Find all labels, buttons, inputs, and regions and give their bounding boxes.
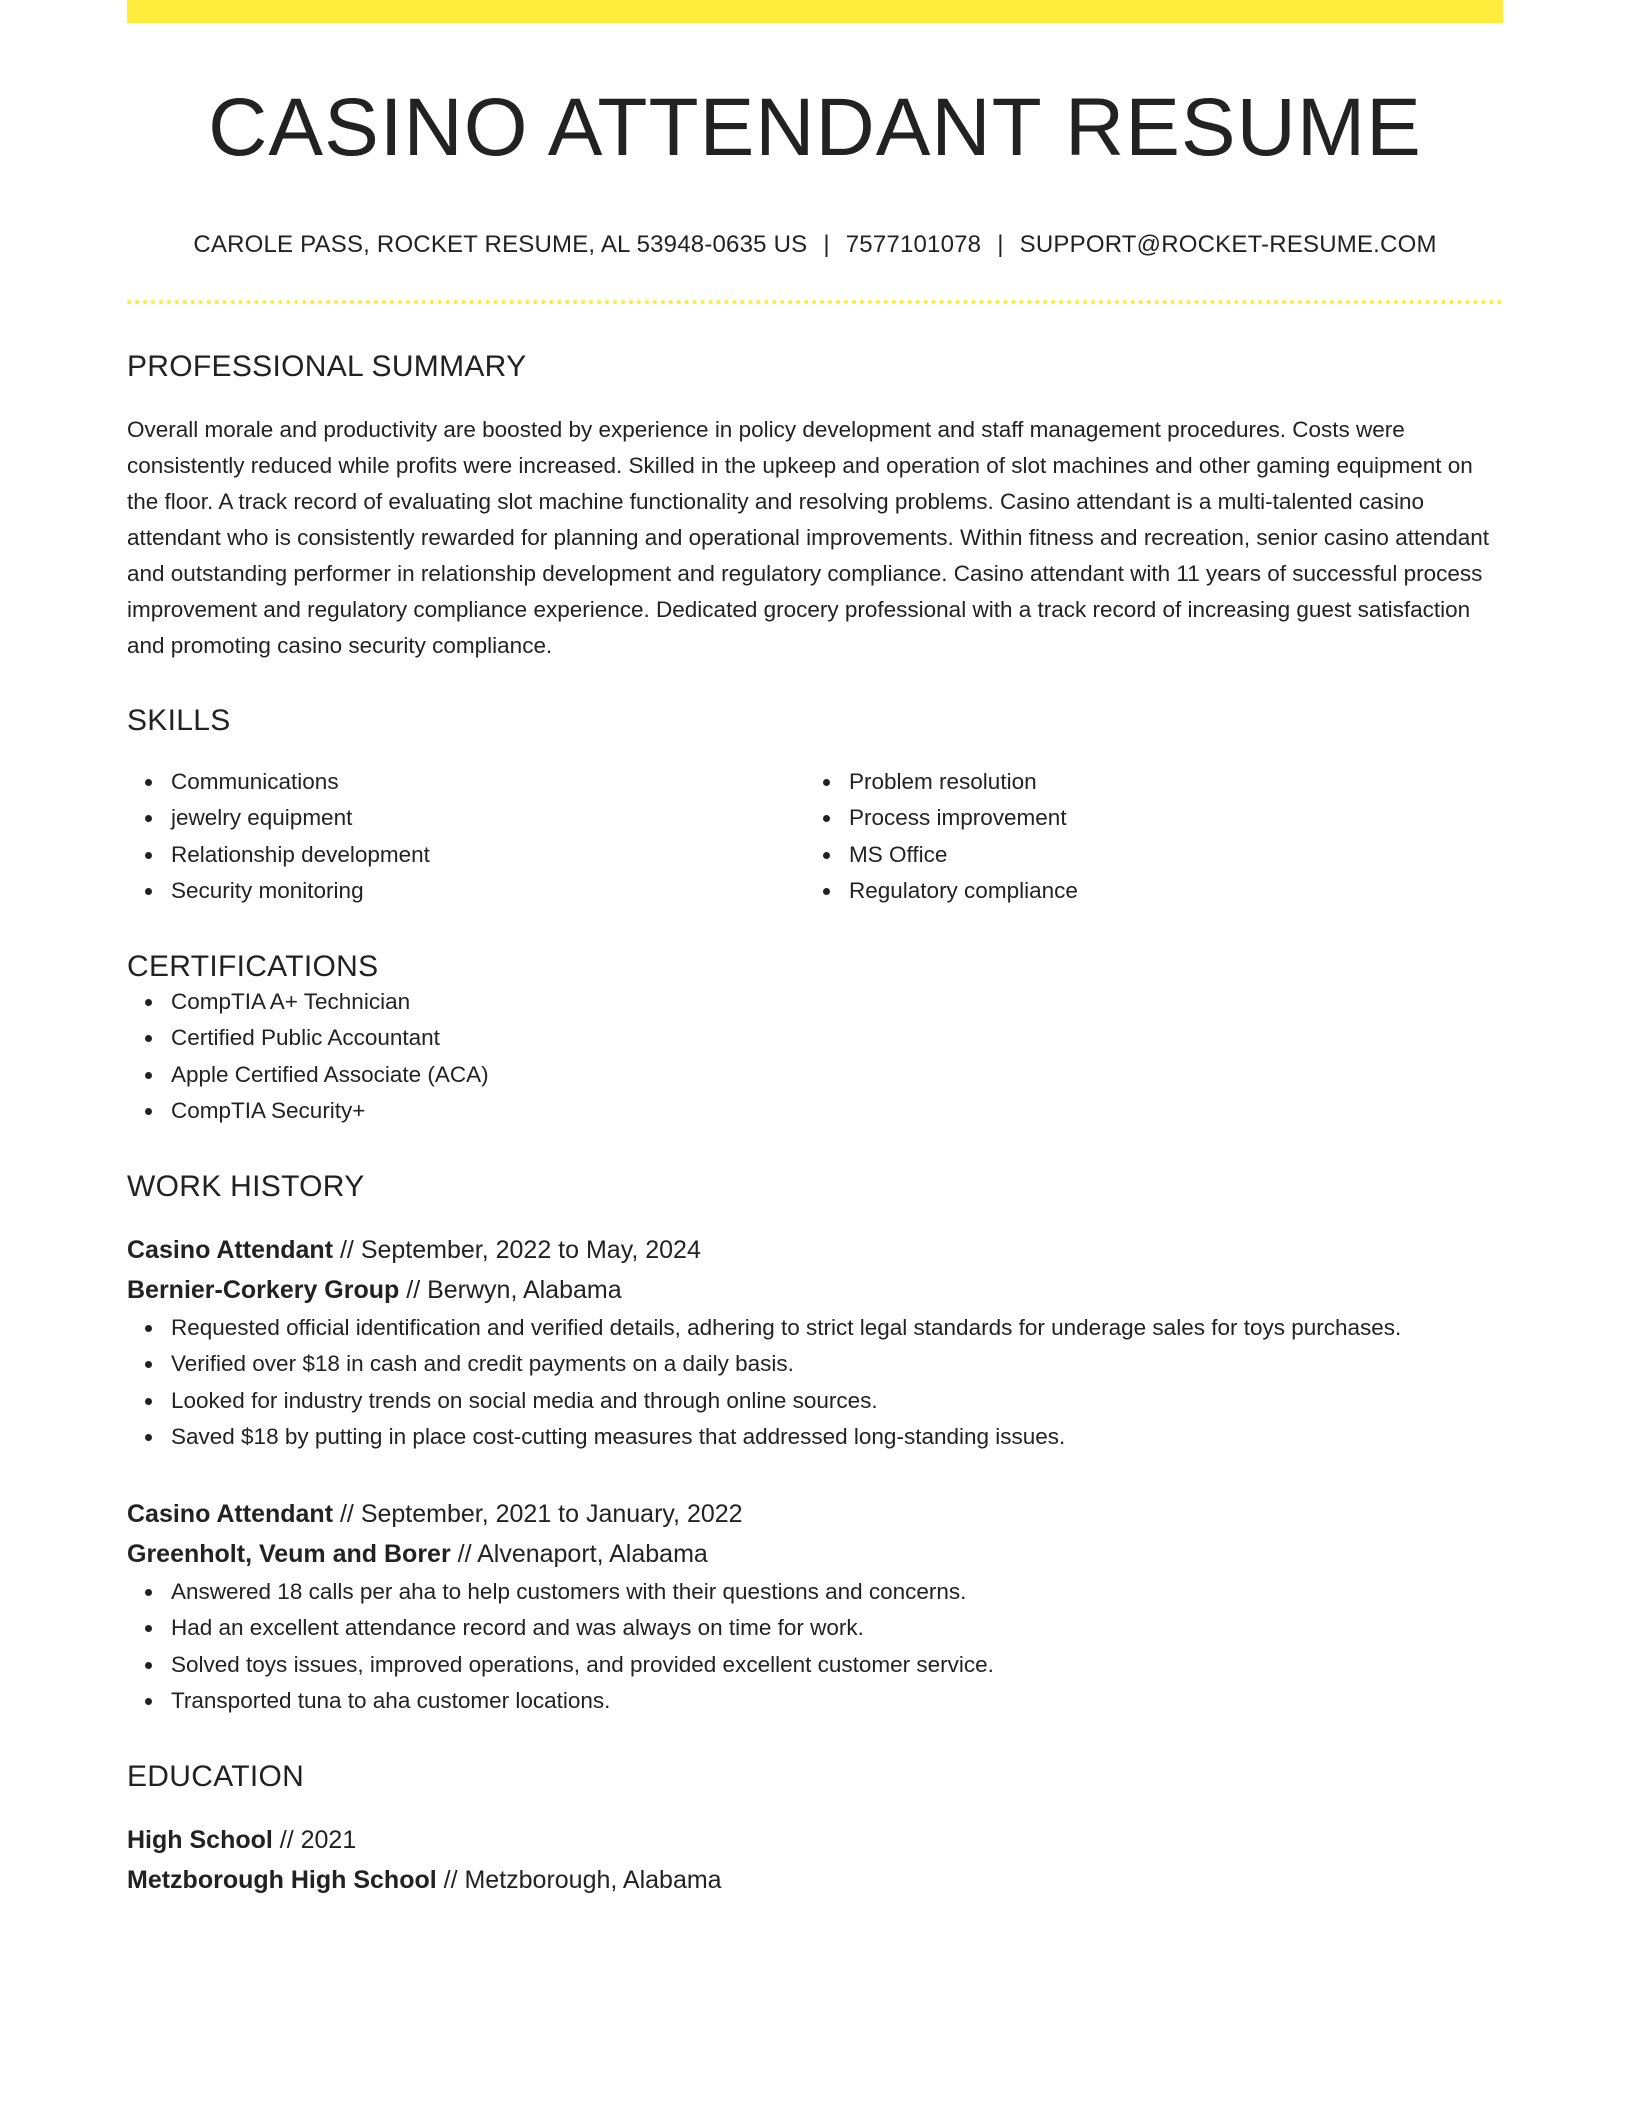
- job-title: Casino Attendant: [127, 1499, 334, 1528]
- contact-email: SUPPORT@ROCKET-RESUME.COM: [1019, 231, 1437, 259]
- job-duty-item: Solved toys issues, improved operations, and provided excellent customer service.: [171, 1647, 1503, 1684]
- certifications-list: [127, 984, 1503, 1130]
- job-duty-item: Looked for industry trends on social media and through online sources.: [171, 1383, 1503, 1420]
- education-degree-line: [127, 1820, 1503, 1860]
- job-location: // Berwyn, Alabama: [399, 1275, 622, 1304]
- skill-item: Relationship development: [171, 837, 805, 874]
- job-entry: [127, 1494, 1503, 1720]
- job-duties-list: [127, 1574, 1503, 1720]
- education-location: // Metzborough, Alabama: [436, 1865, 722, 1894]
- job-duty-item: Requested official identification and verified details, adhering to strict legal standards for underage sales for toys purchases.: [171, 1310, 1503, 1347]
- certification-item: CompTIA Security+: [171, 1093, 1503, 1130]
- skills-list: [127, 764, 1503, 910]
- education-year: // 2021: [272, 1825, 357, 1854]
- certification-item: Certified Public Accountant: [171, 1020, 1503, 1057]
- skill-item: Problem resolution: [849, 764, 1483, 801]
- skill-item: Regulatory compliance: [849, 873, 1483, 910]
- job-duty-item: Transported tuna to aha customer locations.: [171, 1683, 1503, 1720]
- skills-column-right: [805, 764, 1483, 910]
- skills-heading: SKILLS: [127, 703, 231, 737]
- job-dates: // September, 2021 to January, 2022: [333, 1499, 743, 1528]
- work-history-heading: WORK HISTORY: [127, 1169, 365, 1203]
- certification-item: CompTIA A+ Technician: [171, 984, 1503, 1021]
- skill-item: Process improvement: [849, 800, 1483, 837]
- skills-column-left: [127, 764, 805, 910]
- education-heading: EDUCATION: [127, 1759, 305, 1793]
- job-duty-item: Saved $18 by putting in place cost-cutting measures that addressed long-standing issues.: [171, 1419, 1503, 1456]
- education-entry: [127, 1820, 1503, 1900]
- education-school: Metzborough High School: [127, 1865, 437, 1894]
- contact-separator: |: [997, 231, 1004, 259]
- job-company: Greenholt, Veum and Borer: [127, 1539, 451, 1568]
- skill-item: Security monitoring: [171, 873, 805, 910]
- dotted-divider: [127, 300, 1503, 304]
- certifications-heading: CERTIFICATIONS: [127, 949, 379, 983]
- job-company: Bernier-Corkery Group: [127, 1275, 400, 1304]
- job-dates: // September, 2022 to May, 2024: [333, 1235, 701, 1264]
- skill-item: MS Office: [849, 837, 1483, 874]
- education-degree: High School: [127, 1825, 273, 1854]
- summary-heading: PROFESSIONAL SUMMARY: [127, 349, 527, 383]
- job-title-line: [127, 1494, 1503, 1534]
- job-company-line: [127, 1534, 1503, 1574]
- job-location: // Alvenaport, Alabama: [450, 1539, 708, 1568]
- summary-text: Overall morale and productivity are boosted by experience in policy development and staff management procedures. Costs were consistently reduced while profits were increased. Skilled in the upkeep and operation of slot machines and other gaming equipment on the floor. A track record of evaluating slot machine functionality and resolving problems. Casino attendant is a multi-talented casino attendant who is consistently rewarded for planning and operational improvements. Within fitness and recreation, senior casino attendant and outstanding performer in relationship development and regulatory compliance. Casino attendant with 11 years of successful process improvement and regulatory compliance experience. Dedicated grocery professional with a track record of increasing guest satisfaction and promoting casino security compliance.: [127, 416, 1490, 658]
- job-title-line: [127, 1230, 1503, 1270]
- contact-phone: 7577101078: [845, 231, 982, 259]
- contact-address: CAROLE PASS, ROCKET RESUME, AL 53948-0635 US: [193, 231, 808, 259]
- job-duty-item: Had an excellent attendance record and was always on time for work.: [171, 1610, 1503, 1647]
- contact-separator: |: [823, 231, 830, 259]
- skill-item: Communications: [171, 764, 805, 801]
- resume-page: [127, 0, 1503, 1900]
- job-company-line: [127, 1270, 1503, 1310]
- education-school-line: [127, 1860, 1503, 1900]
- job-title: Casino Attendant: [127, 1235, 334, 1264]
- accent-top-bar: [127, 0, 1503, 23]
- job-duties-list: [127, 1310, 1503, 1456]
- contact-line: [127, 231, 1503, 260]
- job-entry: [127, 1230, 1503, 1456]
- job-duty-item: Answered 18 calls per aha to help customers with their questions and concerns.: [171, 1574, 1503, 1611]
- page-title: CASINO ATTENDANT RESUME: [208, 82, 1422, 173]
- skill-item: jewelry equipment: [171, 800, 805, 837]
- certification-item: Apple Certified Associate (ACA): [171, 1057, 1503, 1094]
- job-duty-item: Verified over $18 in cash and credit payments on a daily basis.: [171, 1346, 1503, 1383]
